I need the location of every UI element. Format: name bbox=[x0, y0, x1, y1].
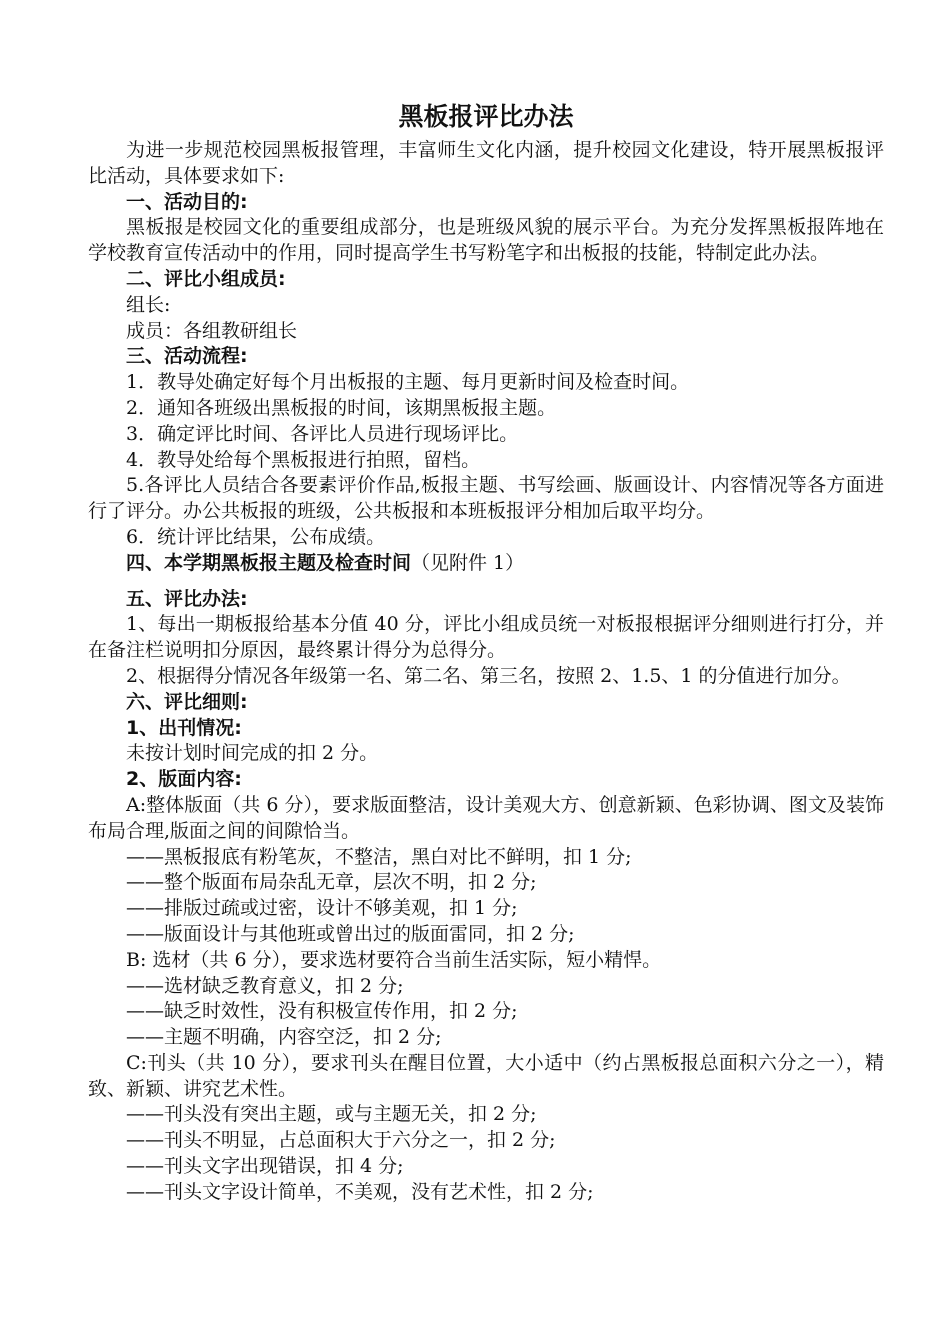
process-item-6: 6．统计评比结果，公布成绩。 bbox=[126, 525, 386, 548]
process-item-1: 1．教导处确定好每个月出板报的主题、每月更新时间及检查时间。 bbox=[126, 371, 690, 394]
section-1-heading: 一、活动目的: bbox=[126, 190, 248, 213]
subsection-2-heading: 2、版面内容: bbox=[126, 768, 242, 791]
process-item-5: 5.各评比人员结合各要素评价作品,板报主题、书写绘画、版画设计、内容情况等各方面进行了评分。办公共板报的班级，公共板报和本班板报评分相加后取平均分。 bbox=[88, 474, 884, 523]
criteria-b-item-2: ——缺乏时效性，没有积极宣传作用，扣 2 分; bbox=[126, 1000, 518, 1023]
method-item-2: 2、根据得分情况各年级第一名、第二名、第三名，按照 2、1.5、1 的分值进行加分。 bbox=[126, 664, 851, 687]
criteria-c-item-3: ——刊头文字出现错误，扣 4 分; bbox=[126, 1155, 404, 1178]
criteria-c-item-1: ——刊头没有突出主题，或与主题无关，扣 2 分; bbox=[126, 1103, 537, 1126]
section-6-heading: 六、评比细则: bbox=[126, 690, 248, 713]
criteria-a-intro: A:整体版面（共 6 分），要求版面整洁，设计美观大方、创意新颖、色彩协调、图文及装饰布局合理,版面之间的间隙恰当。 bbox=[88, 793, 884, 842]
section-2-members: 成员：各组教研组长 bbox=[126, 319, 298, 342]
criteria-b-item-1: ——选材缺乏教育意义，扣 2 分; bbox=[126, 974, 404, 997]
criteria-a-item-4: ——版面设计与其他班或曾出过的版面雷同，扣 2 分; bbox=[126, 922, 575, 945]
section-4-heading bbox=[88, 551, 884, 577]
intro-paragraph: 为进一步规范校园黑板报管理，丰富师生文化内涵，提升校园文化建设，特开展黑板报评比活动，具体要求如下: bbox=[88, 139, 884, 187]
document-page bbox=[88, 96, 884, 1206]
criteria-c-item-2: ——刊头不明显，占总面积大于六分之一，扣 2 分; bbox=[126, 1129, 556, 1152]
process-item-3: 3．确定评比时间、各评比人员进行现场评比。 bbox=[126, 422, 519, 445]
section-2-leader: 组长: bbox=[126, 293, 171, 316]
section-1-text: 黑板报是校园文化的重要组成部分，也是班级风貌的展示平台。为充分发挥黑板报阵地在学校教育宣传活动中的作用，同时提高学生书写粉笔字和出板报的技能，特制定此办法。 bbox=[88, 216, 884, 265]
subsection-1-heading: 1、出刊情况: bbox=[126, 716, 242, 739]
section-3-heading: 三、活动流程: bbox=[126, 345, 248, 368]
subsection-1-text: 未按计划时间完成的扣 2 分。 bbox=[126, 742, 379, 765]
criteria-a-item-3: ——排版过疏或过密，设计不够美观，扣 1 分; bbox=[126, 897, 518, 920]
process-item-2: 2．通知各班级出黑板报的时间，该期黑板报主题。 bbox=[126, 396, 557, 419]
process-item-4: 4．教导处给每个黑板报进行拍照，留档。 bbox=[126, 448, 481, 471]
section-4-title: 四、本学期黑板报主题及检查时间 bbox=[126, 551, 412, 574]
document-title: 黑板报评比办法 bbox=[398, 102, 574, 131]
criteria-c-item-4: ——刊头文字设计简单，不美观，没有艺术性，扣 2 分; bbox=[126, 1180, 594, 1203]
criteria-c-intro: C:刊头（共 10 分），要求刊头在醒目位置，大小适中（约占黑板报总面积六分之一），精致、新颖、讲究艺术性。 bbox=[88, 1051, 884, 1100]
criteria-a-item-2: ——整个版面布局杂乱无章，层次不明，扣 2 分; bbox=[126, 871, 537, 894]
section-4-note: （见附件 1） bbox=[411, 551, 525, 574]
method-item-1: 1、每出一期板报给基本分值 40 分，评比小组成员统一对板报根据评分细则进行打分，并在备注栏说明扣分原因，最终累计得分为总得分。 bbox=[88, 613, 884, 662]
section-2-heading: 二、评比小组成员: bbox=[126, 267, 286, 290]
criteria-b-item-3: ——主题不明确，内容空泛，扣 2 分; bbox=[126, 1026, 442, 1049]
section-5-heading: 五、评比办法: bbox=[126, 587, 248, 610]
criteria-b-intro: B: 选材（共 6 分），要求选材要符合当前生活实际，短小精悍。 bbox=[126, 948, 662, 971]
criteria-a-item-1: ——黑板报底有粉笔灰，不整洁，黑白对比不鲜明，扣 1 分; bbox=[126, 845, 632, 868]
